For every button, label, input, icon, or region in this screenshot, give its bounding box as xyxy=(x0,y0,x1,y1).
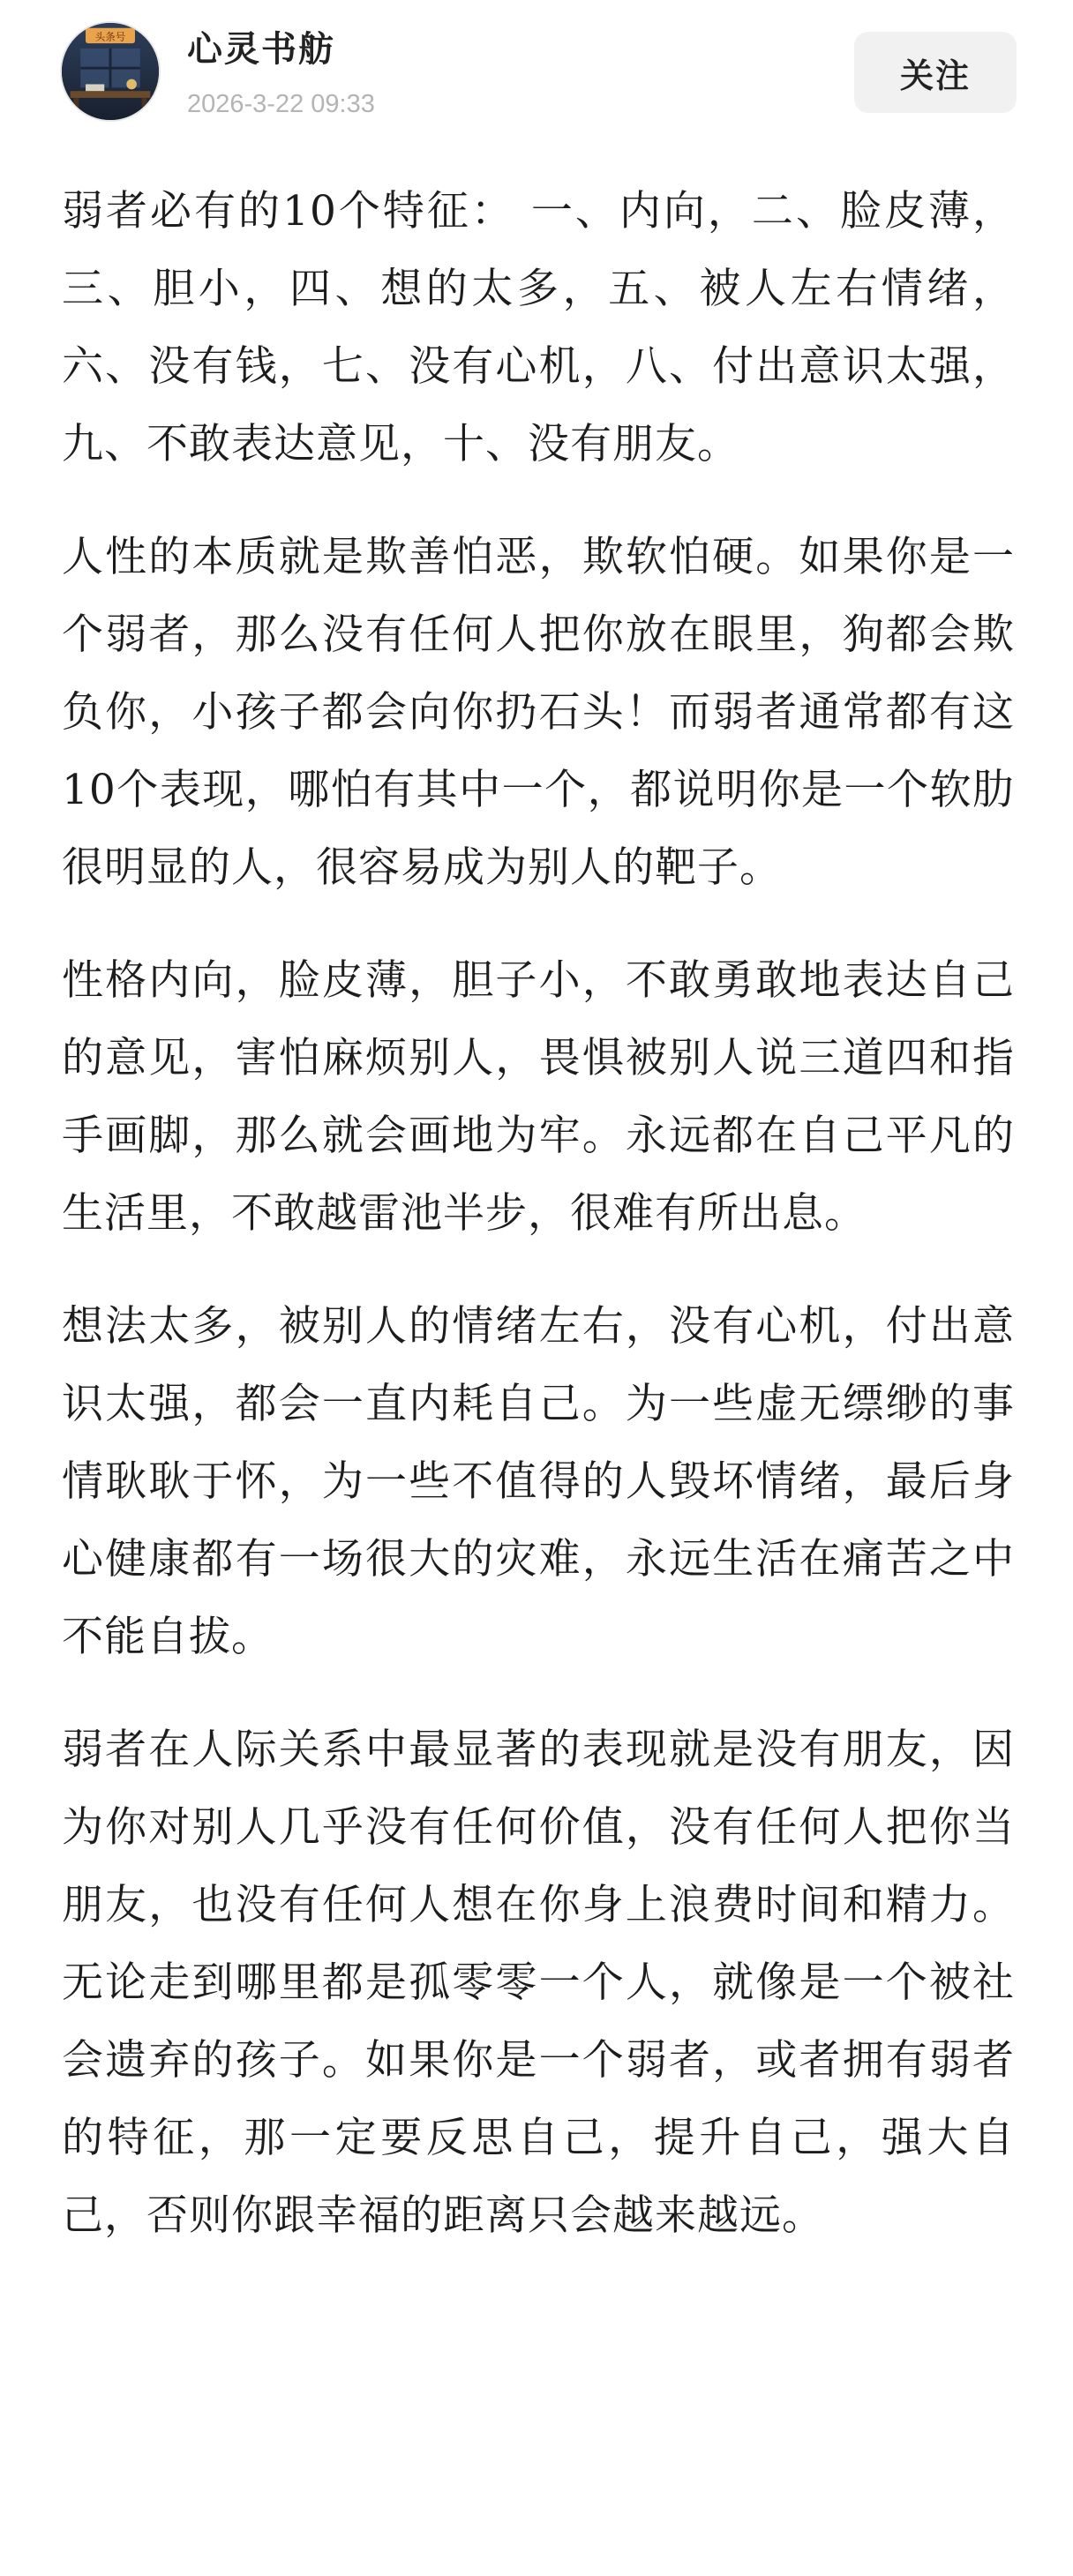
follow-button[interactable]: 关注 xyxy=(854,32,1017,113)
article-paragraph: 性格内向，脸皮薄，胆子小，不敢勇敢地表达自己的意见，害怕麻烦别人，畏惧被别人说三道四和指手画脚，那么就会画地为牢。永远都在自己平凡的生活里，不敢越雷池半步，很难有所出息。 xyxy=(62,956,1015,1238)
article-body xyxy=(62,173,1015,2255)
article-paragraph: 弱者在人际关系中最显著的表现就是没有朋友，因为你对别人几乎没有任何价值，没有任何人把你当朋友，也没有任何人想在你身上浪费时间和精力。无论走到哪里都是孤零零一个人，就像是一个被社会遗弃的孩子。如果你是一个弱者，或者拥有弱者的特征，那一定要反思自己，提升自己，强大自己，否则你跟幸福的距离只会越来越远。 xyxy=(62,1726,1015,2240)
post-timestamp: 2026-3-22 09:33 xyxy=(187,90,375,118)
article-paragraph: 弱者必有的10个特征： 一、内向，二、脸皮薄，三、胆小，四、想的太多，五、被人左右情绪，六、没有钱，七、没有心机，八、付出意识太强，九、不敢表达意见，十、没有朋友。 xyxy=(62,187,1015,468)
post-header xyxy=(0,0,1073,132)
avatar-badge-text: 头条号 xyxy=(94,30,126,43)
article-paragraph: 想法太多，被别人的情绪左右，没有心机，付出意识太强，都会一直内耗自己。为一些虚无缥缈的事情耿耿于怀，为一些不值得的人毁坏情绪，最后身心健康都有一场很大的灾难，永远生活在痛苦之中不能自拔。 xyxy=(62,1302,1015,1661)
author-name[interactable]: 心灵书舫 xyxy=(187,29,335,70)
article-paragraph: 人性的本质就是欺善怕恶，欺软怕硬。如果你是一个弱者，那么没有任何人把你放在眼里，狗都会欺负你，小孩子都会向你扔石头！而弱者通常都有这10个表现，哪怕有其中一个，都说明你是一个软肋很明显的人，很容易成为别人的靶子。 xyxy=(62,533,1015,892)
avatar-image-icon xyxy=(62,23,159,120)
author-avatar[interactable] xyxy=(60,21,161,122)
